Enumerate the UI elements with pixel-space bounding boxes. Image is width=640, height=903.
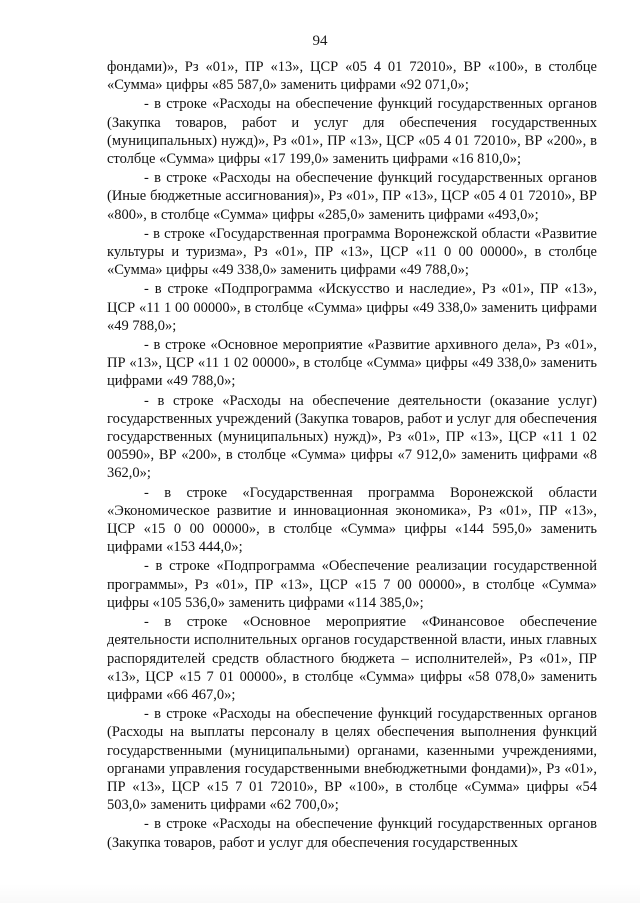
paragraph: - в строке «Государственная программа Воронежской области «Экономическое развитие и инновационная экономика», Рз «01», ПР «13», ЦСР «15 0 00 00000», в столбце «Сумма» цифры «144 595,0» заменить цифрами «153 444,0»; [107,484,597,556]
scan-edge-shadow [0,884,640,903]
paragraph: - в строке «Подпрограмма «Обеспечение реализации государственной программы», Рз «01», ПР «13», ЦСР «15 7 00 00000», в столбце «Сумма» цифры «105 536,0» заменить цифрами «114 385,0»; [107,558,597,611]
page-number: 94 [312,33,328,49]
paragraph: - в строке «Основное мероприятие «Развитие архивного дела», Рз «01», ПР «13», ЦСР «11 1 02 00000», в столбце «Сумма» цифры «49 338,0» заменить цифрами «49 788,0»; [107,337,597,390]
paragraph: - в строке «Государственная программа Воронежской области «Развитие культуры и туризма», Рз «01», ПР «13», ЦСР «11 0 00 00000», в столбце «Сумма» цифры «49 338,0» заменить цифрами «49 788,0»; [107,225,597,279]
paragraph: - в строке «Расходы на обеспечение функций государственных органов (Расходы на выплаты персоналу в целях обеспечения выполнения функций государственными (муниципальными) органами, казенными учреждениями, органами управления государственными внебюджетными фондами)», Рз «01», ПР «13», ЦСР «15 7 01 72010», ВР «100», в столбце «Сумма» цифры «54 503,0» заменить цифрами «62 700,0»; [107,706,597,814]
paragraph: - в строке «Подпрограмма «Искусство и наследие», Рз «01», ПР «13», ЦСР «11 1 00 00000», в столбце «Сумма» цифры «49 338,0» заменить цифрами «49 788,0»; [107,281,597,334]
paragraph: - в строке «Расходы на обеспечение функций государственных органов (Иные бюджетные ассигнования)», Рз «01», ПР «13», ЦСР «05 4 01 72010», ВР «800», в столбце «Сумма» цифры «285,0» заменить цифрами «493,0»; [107,170,597,223]
paragraph: - в строке «Основное мероприятие «Финансовое обеспечение деятельности исполнительных органов государственной власти, иных главных распорядителей средств областного бюджета – исполнителей», Рз «01», ПР «13», ЦСР «15 7 01 00000», в столбце «Сумма» цифры «58 078,0» заменить цифрами «66 467,0»; [107,614,597,703]
paragraph: - в строке «Расходы на обеспечение функций государственных органов (Закупка товаров, работ и услуг для обеспечения государственных (муниципальных) нужд)», Рз «01», ПР «13», ЦСР «05 4 01 72010», ВР «200», в столбце «Сумма» цифры «17 199,0» заменить цифрами «16 810,0»; [107,96,597,168]
paragraph: - в строке «Расходы на обеспечение деятельности (оказание услуг) государственных учреждений (Закупка товаров, работ и услуг для обеспечения государственных (муниципальных) нужд)», Рз «01», ПР «13», ЦСР «11 1 02 00590», ВР «200», в столбце «Сумма» цифры «7 912,0» заменить цифрами «8 362,0»; [107,392,597,482]
paragraph: - в строке «Расходы на обеспечение функций государственных органов (Закупка товаров, работ и услуг для обеспечения государственных [107,816,597,851]
document-body [107,58,597,852]
paragraph: фондами)», Рз «01», ПР «13», ЦСР «05 4 01 72010», ВР «100», в столбце «Сумма» цифры «85 587,0» заменить цифрами «92 071,0»; [107,59,597,94]
